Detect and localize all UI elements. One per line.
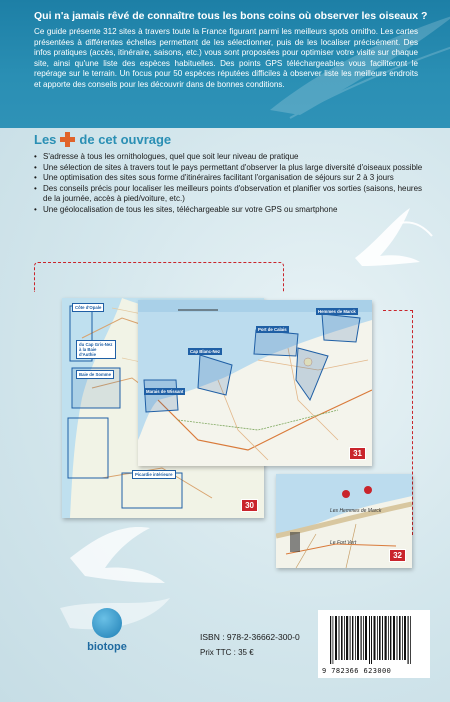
map-label: Port de Calais [258,327,287,332]
list-item: • S'adresse à tous les ornithologues, quel que soit leur niveau de pratique [34,152,424,162]
map-number: 31 [349,447,366,460]
map-label: du Cap Gris-Nez à la Baie d'Authie [76,340,116,359]
map-label: Baie de Somme [76,370,114,379]
publisher-name: biotope [87,641,127,653]
benefits-title-prefix: Les [34,132,57,147]
map-31-drawing [138,300,372,466]
map-label: Cap Blanc-Nez [190,349,221,354]
list-item: • Une optimisation des sites sous forme d'itinéraires facilitant l'organisation de séjours sur 2 à 3 jours [34,173,424,183]
map-number: 32 [389,549,406,562]
list-item: • Des conseils précis pour localiser les meilleurs points d'observation et planifier vos sorties (saisons, heures de la journée, accès à pied/voiture, etc.) [34,184,424,204]
intro-title: Qui n'a jamais rêvé de connaître tous les bons coins où observer les oiseaux ? [34,10,428,22]
plus-icon [60,132,75,147]
benefits-list [34,152,424,216]
benefits-title-suffix: de cet ouvrage [79,132,172,147]
map-label: Côte d'Opale [72,303,104,312]
map-31 [138,300,372,466]
map-label: Marais de Wissant [146,389,184,394]
map-place: Les Hemmes de Marck [330,508,382,514]
connector-top [34,262,284,292]
map-place: Le Fort Vert [330,540,357,546]
isbn: ISBN : 978-2-36662-300-0 [200,632,300,642]
intro-text: Ce guide présente 312 sites à travers toute la France figurant parmi les meilleurs spots ornitho. Les cartes présentées à différentes échelles permettent de les sélectionner, puis de les localiser précisément. Des infos pratiques (accès, itinéraire, saisons, etc.) vous sont proposées pour optimiser votre visite sur chaque site, ainsi qu'une liste des espèces habituelles. Des points GPS téléchargeables vous faciliteront le repérage sur le terrain. Un focus pour 50 espèces réputées difficiles à observer liste les meilleurs endroits et apporte des conseils pour les découvrir dans de bonnes conditions. [34,27,418,89]
list-item: • Une géolocalisation de tous les sites, téléchargeable sur votre GPS ou smartphone [34,205,424,215]
logo-icon [92,608,122,638]
map-label: Hemmes de Marck [318,309,356,314]
benefits-title [34,132,171,147]
list-item: • Une sélection de sites à travers tout le pays permettant d'observer la plus large diversité d'oiseaux possible [34,163,424,173]
barcode [318,610,430,678]
intro-panel [0,0,450,128]
publisher-logo [82,608,132,668]
map-number: 30 [241,499,258,512]
price: Prix TTC : 35 € [200,648,254,657]
barcode-number: 9 782366 623000 [322,667,392,675]
map-32 [276,474,412,568]
map-label: Picardie intérieure [132,470,176,479]
